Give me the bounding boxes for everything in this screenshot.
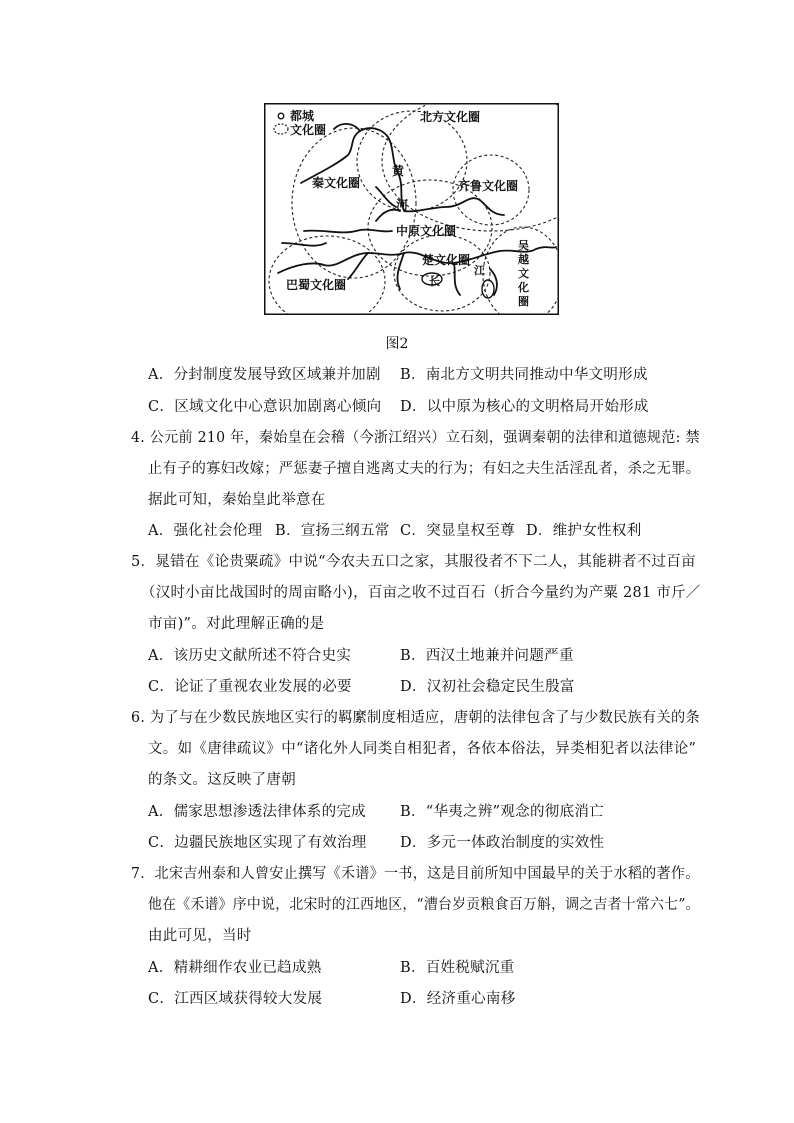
q4-option-c: C．突显皇权至尊 [400,523,515,539]
q7-option-b: B．百姓税赋沉重 [400,960,515,976]
q3-option-c: C．区域文化中心意识加剧离心倾向 [148,399,382,415]
label-qilu: 齐鲁文化圈 [458,179,519,193]
q7-option-c: C．江西区域获得较大发展 [148,991,323,1007]
label-zhongyuan: 中原文化圈 [396,224,457,238]
q6-stem-line-3: 的条文。这反映了唐朝 [148,772,296,788]
q3-option-d: D．以中原为核心的文明格局开始形成 [400,399,649,415]
q7-stem-line-2: 他在《禾谱》序中说，北宋时的江西地区，“漕台岁贡粮食百万斛，调之吉者十常六七”。 [148,897,700,913]
q5-stem-line-2: （汉时小亩比战国时的周亩略小)，百亩之收不过百石（折合今量约为产粟 281 市斤／ [141,585,701,601]
q5-option-c: C．论证了重视农业发展的必要 [148,679,352,695]
label-huang: 黄 [392,164,405,178]
q5-option-b: B．西汉土地兼并问题严重 [400,648,574,664]
label-jiang: 江 [474,264,485,277]
figure-caption: 图2 [385,336,409,352]
legend-circle-label: 文化圈 [290,123,327,137]
q6-option-a: A．儒家思想渗透法律体系的完成 [148,804,366,820]
label-hua: 化 [518,281,529,294]
q7-stem-line-3: 由此可见，当时 [148,928,252,944]
label-wen: 文 [518,267,529,280]
capital-legend-icon [278,113,284,119]
label-chu: 楚文化圈 [422,253,471,267]
q4-stem-line-1: 4. 公元前 210 年，秦始皇在会稽（今浙江绍兴）立石刻，强调秦朝的法律和道德规范: 禁 [131,430,700,446]
q7-option-a: A．精耕细作农业已趋成熟 [148,960,322,976]
q3-option-b: B．南北方文明共同推动中华文明形成 [400,367,648,383]
label-quan: 圈 [518,295,529,308]
q4-option-a: A．强化社会伦理 [148,523,263,539]
q4-option-d: D．维护女性权利 [526,523,642,539]
q3-option-a: A．分封制度发展导致区域兼并加剧 [148,367,381,383]
q5-option-d: D．汉初社会稳定民生殷富 [400,679,575,695]
label-wu: 吴 [518,239,529,252]
q7-stem-line-1: 7．北宋吉州泰和人曾安止撰写《禾谱》一书，这是目前所知中国最早的关于水稻的著作。 [131,866,700,882]
label-chang: 长 [429,275,440,288]
q4-stem-line-3: 据此可知，秦始皇此举意在 [148,492,326,508]
q5-stem-line-3: 市亩)”。对此理解正确的是 [148,616,325,632]
q6-stem-line-1: 6. 为了与在少数民族地区实行的羁縻制度相适应，唐朝的法律包含了与少数民族有关的条 [131,710,700,726]
culture-circle-map [264,103,559,315]
label-bashu: 巴蜀文化圈 [286,278,347,292]
q6-option-d: D．多元一体政治制度的实效性 [400,835,605,851]
label-yue: 越 [518,253,529,266]
label-he: 河 [396,198,409,212]
q4-stem-line-2: 止有子的寡妇改嫁；严惩妻子擅自逃离丈夫的行为；有妇之夫生活淫乱者，杀之无罪。 [148,461,701,477]
q7-option-d: D．经济重心南移 [400,991,516,1007]
q4-option-b: B．宣扬三纲五常 [275,523,390,539]
q5-option-a: A．该历史文献所述不符合史实 [148,648,352,664]
q6-option-b: B．“华夷之辨”观念的彻底消亡 [400,804,604,820]
label-north: 北方文化圈 [420,110,481,124]
legend-capital-label: 都城 [290,109,315,123]
q6-stem-line-2: 文。如《唐律疏议》中“诸化外人同类自相犯者，各依本俗法，异类相犯者以法律论” [148,741,697,757]
label-qin: 秦文化圈 [312,176,361,190]
q6-option-c: C．边疆民族地区实现了有效治理 [148,835,367,851]
q5-stem-line-1: 5．晁错在《论贵粟疏》中说“今农夫五口之家，其服役者不下二人，其能耕者不过百亩 [131,554,696,570]
